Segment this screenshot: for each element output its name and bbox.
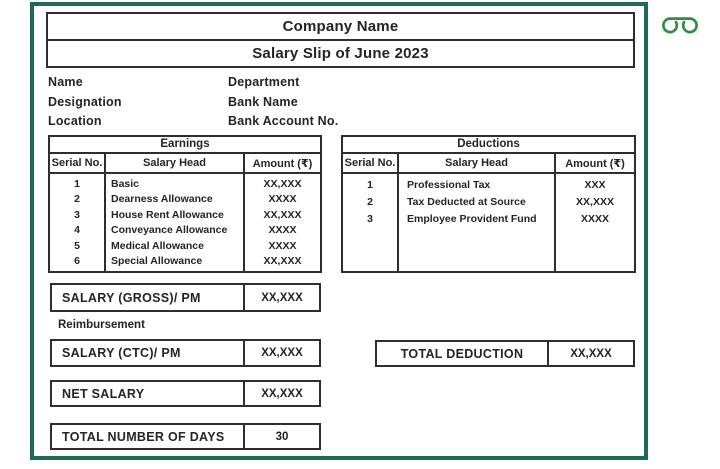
- location-label: Location: [48, 114, 102, 128]
- deductions-col-serial: Serial No.: [343, 154, 399, 172]
- deductions-head-cell: Tax Deducted at Source: [407, 196, 526, 208]
- employee-info: [48, 75, 338, 134]
- deductions-amount-cell: XXXX: [580, 213, 609, 225]
- deductions-header-row: [343, 154, 634, 174]
- reimbursement-label: Reimbursement: [58, 319, 145, 331]
- earnings-title: Earnings: [50, 137, 320, 154]
- net-salary-label: NET SALARY: [52, 382, 245, 405]
- deductions-col-amount: Amount (₹): [565, 157, 625, 170]
- salary-slip-document: [30, 2, 648, 460]
- total-deduction-label: TOTAL DEDUCTION: [377, 342, 549, 365]
- deductions-table: [341, 135, 636, 273]
- earnings-head-cell: Basic: [111, 178, 140, 190]
- earnings-col-head: Salary Head: [106, 154, 245, 172]
- total-days-amount: 30: [275, 430, 289, 443]
- net-salary-box: [50, 380, 321, 407]
- ctc-salary-amount: XX,XXX: [261, 347, 303, 359]
- deductions-title: Deductions: [343, 137, 634, 154]
- earnings-serial-cell: 2: [74, 193, 80, 206]
- deductions-serial-cell: 1: [367, 179, 373, 191]
- earnings-serial-cell: 3: [74, 208, 80, 221]
- header-box: [46, 12, 635, 68]
- department-label: Department: [228, 75, 300, 89]
- deductions-col-head: Salary Head: [399, 154, 556, 172]
- designation-label: Designation: [48, 94, 122, 109]
- deductions-amount-cell: XX,XXX: [576, 196, 614, 208]
- earnings-serial-cell: 1: [74, 178, 80, 190]
- earnings-col-serial: Serial No.: [50, 154, 106, 172]
- earnings-amount-cell: XX,XXX: [263, 208, 302, 221]
- earnings-head-cell: Dearness Allowance: [111, 193, 213, 206]
- total-days-label: TOTAL NUMBER OF DAYS: [52, 425, 245, 448]
- earnings-serial-cell: 6: [74, 254, 80, 267]
- earnings-amount-cell: XX,XXX: [263, 254, 302, 267]
- deductions-serial-cell: 3: [367, 213, 373, 225]
- earnings-head-cell: House Rent Allowance: [111, 208, 224, 221]
- geeksforgeeks-logo-icon: [661, 6, 699, 40]
- deductions-serial-cell: 2: [367, 196, 373, 208]
- earnings-header-row: [50, 154, 320, 174]
- gross-salary-label: SALARY (GROSS)/ PM: [52, 285, 245, 310]
- ctc-salary-label: SALARY (CTC)/ PM: [52, 341, 245, 365]
- bank-account-label: Bank Account No.: [228, 114, 339, 128]
- company-name: Company Name: [48, 14, 633, 41]
- gross-salary-amount: XX,XXX: [261, 291, 303, 304]
- earnings-table: [48, 135, 322, 273]
- net-salary-amount: XX,XXX: [261, 387, 303, 400]
- deductions-amount-cell: XXX: [584, 179, 606, 191]
- earnings-body: [50, 174, 320, 271]
- deductions-body: [343, 174, 634, 271]
- earnings-head-cell: Medical Allowance: [111, 239, 204, 252]
- gross-salary-box: [50, 283, 321, 312]
- deductions-head-cell: Professional Tax: [407, 179, 491, 191]
- earnings-col-amount: Amount (₹): [252, 157, 313, 170]
- earnings-head-cell: Conveyance Allowance: [111, 224, 228, 237]
- earnings-head-cell: Special Allowance: [111, 254, 203, 267]
- total-deduction-box: [375, 340, 635, 367]
- slip-title: Salary Slip of June 2023: [252, 45, 429, 62]
- earnings-serial-cell: 4: [74, 224, 80, 237]
- earnings-amount-cell: XXXX: [268, 224, 297, 237]
- total-days-box: [50, 423, 321, 450]
- total-deduction-amount: XX,XXX: [570, 347, 612, 360]
- bank-name-label: Bank Name: [228, 94, 298, 109]
- deductions-head-cell: Employee Provident Fund: [407, 213, 537, 225]
- earnings-amount-cell: XXXX: [268, 193, 297, 206]
- earnings-amount-cell: XX,XXX: [263, 178, 302, 190]
- earnings-serial-cell: 5: [74, 239, 80, 252]
- earnings-amount-cell: XXXX: [268, 239, 297, 252]
- name-label: Name: [48, 75, 83, 89]
- ctc-salary-box: [50, 339, 321, 367]
